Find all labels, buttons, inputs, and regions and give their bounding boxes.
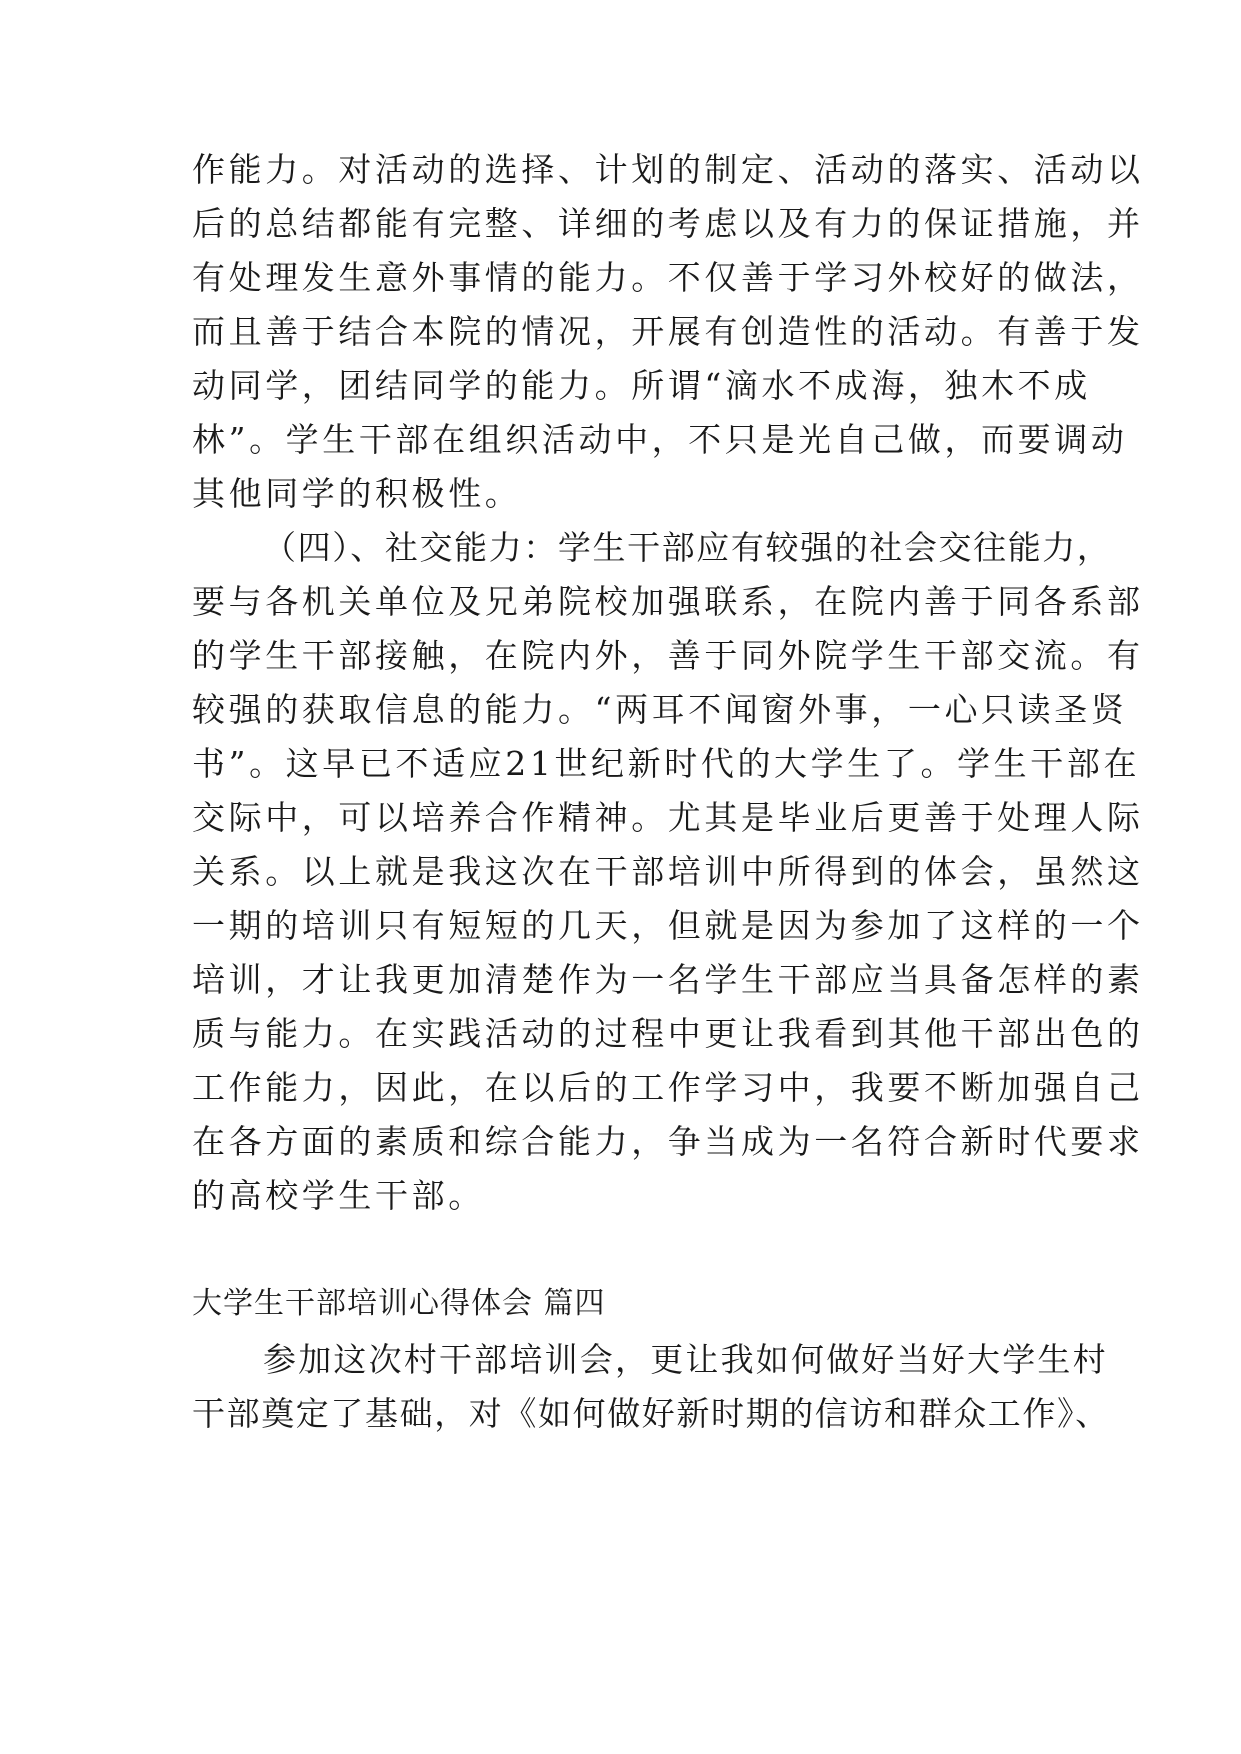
body-line-6: 林”。学生干部在组织活动中，不只是光自己做，而要调动 bbox=[192, 420, 1128, 459]
body-line-1: 作能力。对活动的选择、计划的制定、活动的落实、活动以 bbox=[192, 150, 1144, 189]
body-line-19: 在各方面的素质和综合能力，争当成为一名符合新时代要求 bbox=[192, 1122, 1144, 1161]
body-line-17: 质与能力。在实践活动的过程中更让我看到其他干部出色的 bbox=[192, 1014, 1144, 1053]
body-line-20: 的高校学生干部。 bbox=[192, 1176, 485, 1215]
body-line-13: 交际中，可以培养合作精神。尤其是毕业后更善于处理人际 bbox=[192, 798, 1144, 837]
body-line-12: 书”。这早已不适应21世纪新时代的大学生了。学生干部在 bbox=[192, 744, 1141, 783]
body-line-15: 一期的培训只有短短的几天，但就是因为参加了这样的一个 bbox=[192, 906, 1144, 945]
body-line-5: 动同学，团结同学的能力。所谓“滴水不成海，独木不成 bbox=[192, 366, 1091, 405]
body-line-4: 而且善于结合本院的情况，开展有创造性的活动。有善于发 bbox=[192, 312, 1144, 351]
body-line-14: 关系。以上就是我这次在干部培训中所得到的体会，虽然这 bbox=[192, 852, 1144, 891]
body-line-9: 要与各机关单位及兄弟院校加强联系，在院内善于同各系部 bbox=[192, 582, 1144, 621]
section-heading: 大学生干部培训心得体会 篇四 bbox=[192, 1286, 606, 1321]
body-line-18: 工作能力，因此，在以后的工作学习中，我要不断加强自己 bbox=[192, 1068, 1144, 1107]
body-line-3: 有处理发生意外事情的能力。不仅善于学习外校好的做法， bbox=[192, 258, 1144, 297]
body-line-11: 较强的获取信息的能力。“两耳不闻窗外事，一心只读圣贤 bbox=[192, 690, 1128, 729]
body-line-7: 其他同学的积极性。 bbox=[192, 474, 522, 513]
closing-line-2: 干部奠定了基础，对《如何做好新时期的信访和群众工作》、 bbox=[192, 1394, 1110, 1433]
closing-line-1: 参加这次村干部培训会，更让我如何做好当好大学生村 bbox=[263, 1340, 1108, 1379]
body-line-2: 后的总结都能有完整、详细的考虑以及有力的保证措施，并 bbox=[192, 204, 1144, 243]
body-line-16: 培训，才让我更加清楚作为一名学生干部应当具备怎样的素 bbox=[192, 960, 1144, 999]
body-line-10: 的学生干部接触，在院内外，善于同外院学生干部交流。有 bbox=[192, 636, 1144, 675]
body-line-8: （四）、社交能力：学生干部应有较强的社会交往能力， bbox=[263, 528, 1112, 567]
